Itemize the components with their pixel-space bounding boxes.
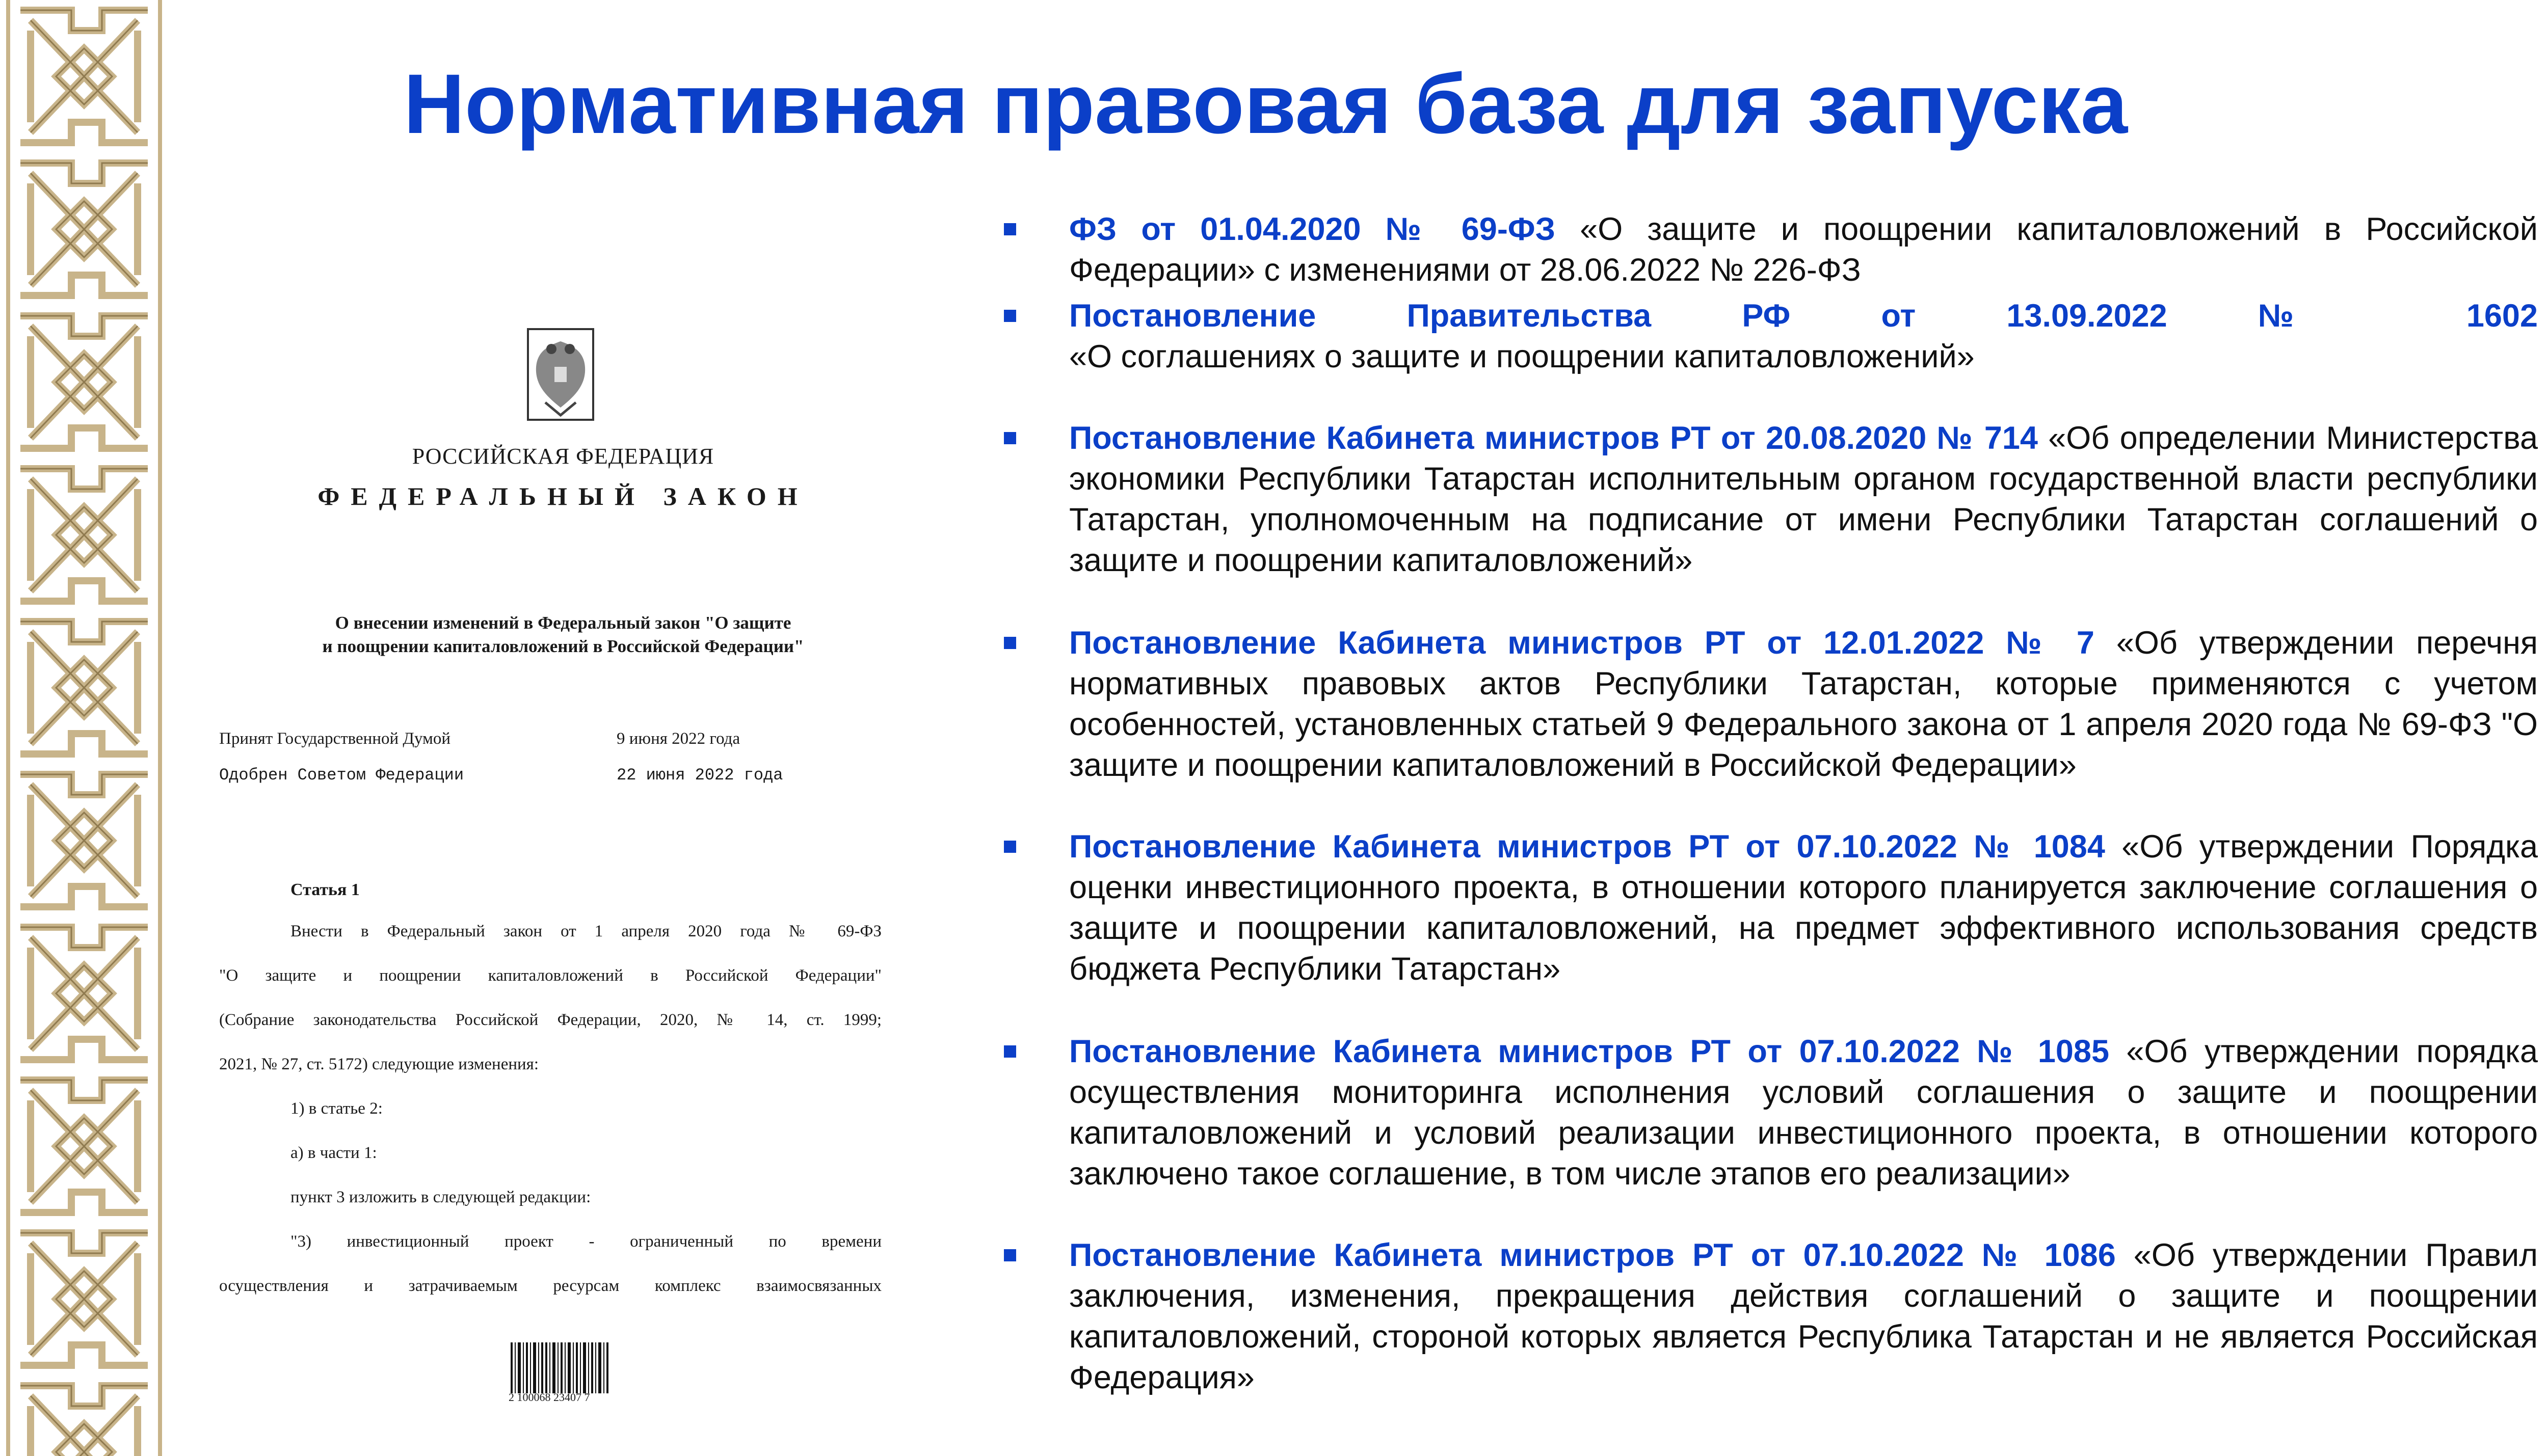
bullet-icon — [1004, 637, 1016, 649]
act-description: «Об утверждении Порядка оценки инвестиционного проекта, в отношении которого планируется заключение соглашения о защите и поощрении капиталовложений, на предмет эффективного использования средств бюджета Республики Татарстан» — [1069, 829, 2538, 987]
list-item-text — [1069, 826, 2538, 989]
list-item-text — [1069, 1031, 2538, 1194]
document-law-type: ФЕДЕРАЛЬНЫЙ ЗАКОН — [317, 482, 809, 510]
adopted-by: Принят Государственной Думой — [219, 730, 451, 748]
document-line: пункт 3 изложить в следующей редакции: — [290, 1188, 591, 1206]
document-subject-line: О внесении изменений в Федеральный закон "О защите — [335, 613, 791, 633]
document-line: "3) инвестиционный проект - ограниченный по времени — [290, 1232, 882, 1251]
document-subject-line: и поощрении капиталовложений в Российской Федерации" — [322, 636, 804, 656]
act-title: Постановление Кабинета министров РТ от 07.10.2022 № 1086 — [1069, 1237, 2116, 1273]
bullet-icon — [1004, 310, 1016, 322]
document-line: "О защите и поощрении капиталовложений в Российской Федерации" — [219, 966, 882, 985]
act-description: «Об определении Министерства экономики Республики Татарстан исполнительным органом государственной власти республики Татарстан, уполномоченным на подписание от имени Республики Татарстан соглашений о защите и поощрении капиталовложений» — [1069, 420, 2538, 578]
bullet-icon — [1004, 1249, 1016, 1261]
act-description: «Об утверждении перечня нормативных правовых актов Республики Татарстан, которые применяются с учетом особенностей, установленных статьей 9 Федерального закона от 1 апреля 2020 года № 69-ФЗ "О защите и поощрении капиталовложений в Российской Федерации» — [1069, 625, 2538, 783]
act-description: «О соглашениях о защите и поощрении капиталовложений» — [1069, 339, 1975, 374]
act-title: Постановление Кабинета министров РТ от 07.10.2022 № 1085 — [1069, 1034, 2109, 1069]
barcode-number: 2 100068 23407 7 — [509, 1391, 590, 1404]
document-country: РОССИЙСКАЯ ФЕДЕРАЦИЯ — [412, 444, 714, 469]
adopted-date: 9 июня 2022 года — [617, 730, 740, 748]
list-item-text — [1069, 418, 2538, 581]
article-heading: Статья 1 — [290, 880, 360, 899]
act-description: «Об утверждении порядка осуществления мониторинга исполнения условий соглашения о защите и поощрении капиталовложений и условий реализации инвестиционного проекта, в отношении которого заключено такое соглашение, в том числе этапов его реализации» — [1069, 1034, 2538, 1192]
document-line: Внести в Федеральный закон от 1 апреля 2020 года № 69-ФЗ — [290, 922, 882, 940]
bullet-icon — [1004, 841, 1016, 853]
act-title: ФЗ от 01.04.2020 № 69-ФЗ — [1069, 211, 1556, 247]
bullet-icon — [1004, 223, 1016, 235]
list-item-text — [1069, 623, 2538, 786]
legal-acts-list — [999, 0, 2548, 1456]
document-line: 2021, № 27, ст. 5172) следующие изменения: — [219, 1055, 539, 1073]
act-title: Постановление Кабинета министров РТ от 12.01.2022 № 7 — [1069, 625, 2094, 661]
act-description: «Об утверждении Правил заключения, изменения, прекращения действия соглашений о защите и поощрении капиталовложений, стороной которых является Республика Татарстан и не является Российская Федерация» — [1069, 1237, 2538, 1395]
coat-of-arms-icon — [525, 326, 596, 423]
approved-by: Одобрен Советом Федерации — [219, 766, 464, 785]
barcode-icon — [510, 1342, 612, 1393]
page-title: Нормативная правовая база для запуска — [404, 57, 2128, 151]
document-line: осуществления и затрачиваемым ресурсам комплекс взаимосвязанных — [219, 1277, 882, 1295]
approved-date: 22 июня 2022 года — [617, 766, 783, 785]
act-title: Постановление Правительства РФ от 13.09.2022 № 1602 — [1069, 298, 2538, 334]
document-line: 1) в статье 2: — [290, 1099, 383, 1118]
list-item-text — [1069, 209, 2538, 290]
bullet-icon — [1004, 432, 1016, 444]
act-description: «О защите и поощрении капиталовложений в Российской Федерации» с изменениями от 28.06.2022 № 226-ФЗ — [1069, 211, 2538, 288]
document-subject — [219, 611, 907, 658]
document-line: а) в части 1: — [290, 1144, 377, 1162]
law-document-scan — [219, 306, 912, 1426]
list-item-text — [1069, 1235, 2538, 1398]
ornamental-border — [0, 0, 168, 1456]
act-title: Постановление Кабинета министров РТ от 20.08.2020 № 714 — [1069, 420, 2038, 456]
document-line: (Собрание законодательства Российской Федерации, 2020, № 14, ст. 1999; — [219, 1011, 882, 1029]
act-title: Постановление Кабинета министров РТ от 07.10.2022 № 1084 — [1069, 829, 2105, 865]
bullet-icon — [1004, 1045, 1016, 1058]
list-item-text — [1069, 295, 2538, 377]
